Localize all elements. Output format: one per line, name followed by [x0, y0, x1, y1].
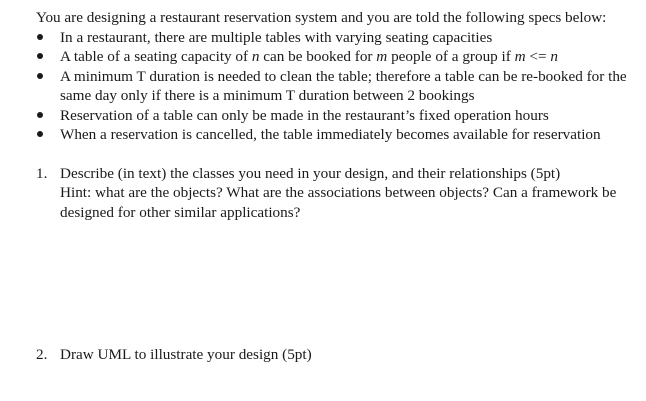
spec-text: When a reservation is cancelled, the table immediately becomes available for reservation — [60, 126, 601, 144]
bullet-icon — [37, 73, 43, 79]
list-item — [36, 67, 640, 106]
question-hint: Hint: what are the objects? What are the associations between objects? Can a framework be designed for other similar applications? — [60, 184, 617, 221]
spec-list — [36, 28, 640, 144]
question-1 — [36, 164, 640, 222]
spec-text: Reservation of a table can only be made in the restaurant’s fixed operation hours — [60, 106, 549, 124]
question-prompt: Describe (in text) the classes you need in your design, and their relationships (5pt) — [60, 165, 561, 182]
question-number: 1. — [36, 165, 48, 182]
spec-text: A table of a seating capacity of n can be booked for m people of a group if m <= n — [60, 48, 558, 66]
bullet-icon — [37, 34, 43, 40]
intro-paragraph: You are designing a restaurant reservation system and you are told the following specs below: — [36, 9, 607, 26]
bullet-icon — [37, 112, 43, 118]
list-item — [36, 47, 640, 66]
spec-text: A minimum T duration is needed to clean the table; therefore a table can be re-booked for the same day only if there is a minimum T duration between 2 bookings — [60, 67, 627, 105]
list-item — [36, 125, 640, 144]
spec-text: In a restaurant, there are multiple tables with varying seating capacities — [60, 29, 493, 46]
bullet-icon — [37, 131, 43, 137]
list-item — [36, 28, 640, 47]
question-number: 2. — [36, 346, 48, 363]
list-item — [36, 106, 640, 125]
bullet-icon — [37, 53, 43, 59]
question-prompt: Draw UML to illustrate your design (5pt) — [60, 346, 312, 363]
question-2 — [36, 345, 640, 364]
